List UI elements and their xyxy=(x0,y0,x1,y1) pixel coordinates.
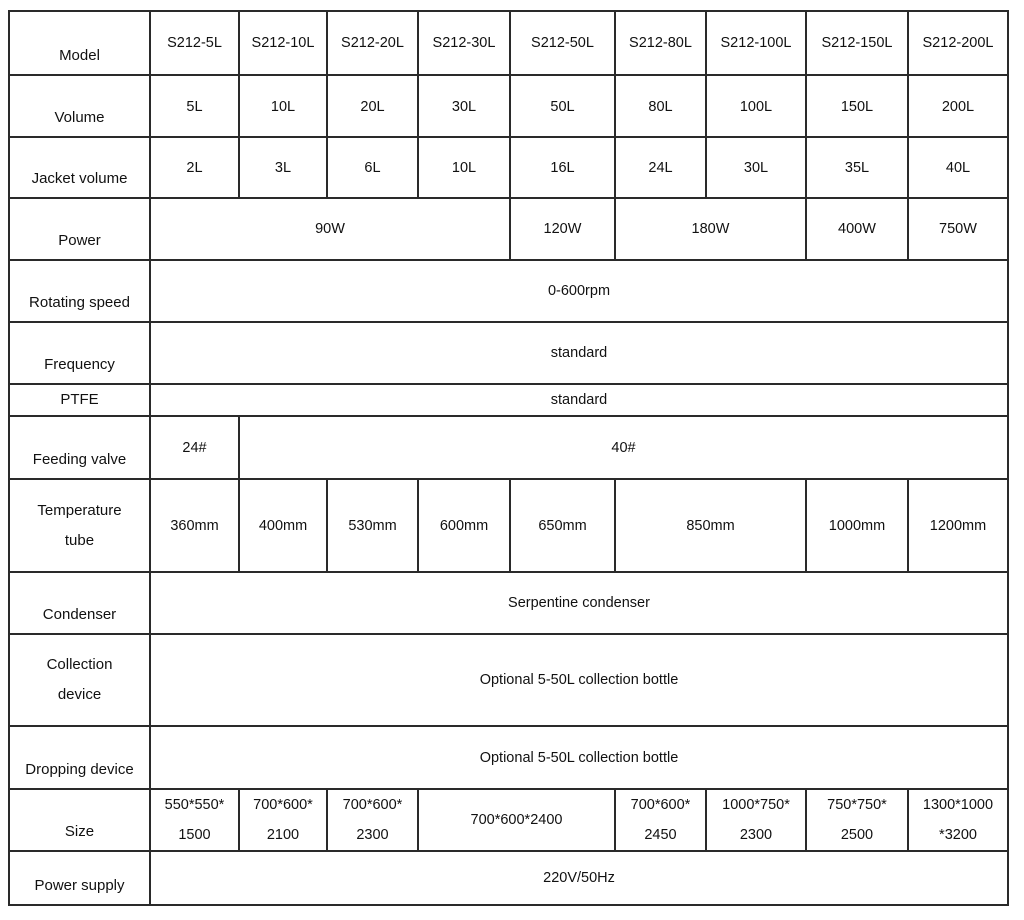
row-ptfe xyxy=(9,384,1008,416)
size-line: 1500 xyxy=(178,827,211,843)
size-line: 2100 xyxy=(266,827,300,843)
model-cell: S212-20L xyxy=(327,11,418,75)
jacket-volume-cell: 6L xyxy=(327,137,418,198)
size-line: 2300 xyxy=(739,827,773,843)
temperature-tube-cell: 850mm xyxy=(615,479,806,572)
volume-cell: 20L xyxy=(327,75,418,137)
row-jacket-volume xyxy=(9,137,1008,198)
feeding-valve-cell: 40# xyxy=(239,416,1008,479)
temperature-tube-cell: 360mm xyxy=(150,479,239,572)
row-dropping-device xyxy=(9,726,1008,789)
row-power-supply xyxy=(9,851,1008,905)
temperature-tube-cell: 400mm xyxy=(239,479,327,572)
row-collection-device xyxy=(9,634,1008,726)
model-cell: S212-150L xyxy=(806,11,908,75)
volume-cell: 30L xyxy=(418,75,510,137)
size-cell xyxy=(615,789,706,851)
jacket-volume-cell: 30L xyxy=(706,137,806,198)
row-label-power-supply: Power supply xyxy=(9,851,150,905)
condenser-value: Serpentine condenser xyxy=(150,572,1008,634)
rotating-speed-value: 0-600rpm xyxy=(150,260,1008,322)
row-volume xyxy=(9,75,1008,137)
row-label-line: Collection xyxy=(46,656,113,673)
power-cell: 180W xyxy=(615,198,806,260)
model-cell: S212-50L xyxy=(510,11,615,75)
jacket-volume-cell: 24L xyxy=(615,137,706,198)
volume-cell: 5L xyxy=(150,75,239,137)
size-cell xyxy=(150,789,239,851)
jacket-volume-cell: 35L xyxy=(806,137,908,198)
model-cell: S212-30L xyxy=(418,11,510,75)
temperature-tube-cell: 530mm xyxy=(327,479,418,572)
model-cell: S212-80L xyxy=(615,11,706,75)
size-line: 700*600* xyxy=(630,797,691,813)
row-label-dropping-device: Dropping device xyxy=(9,726,150,789)
row-label-feeding-valve: Feeding valve xyxy=(9,416,150,479)
power-supply-value: 220V/50Hz xyxy=(150,851,1008,905)
feeding-valve-cell: 24# xyxy=(150,416,239,479)
row-label-temperature-tube xyxy=(9,479,150,572)
size-cell xyxy=(908,789,1008,851)
row-condenser xyxy=(9,572,1008,634)
row-label-collection-device xyxy=(9,634,150,726)
row-model xyxy=(9,11,1008,75)
size-line: 1300*1000 xyxy=(922,797,994,813)
frequency-value: standard xyxy=(150,322,1008,384)
volume-cell: 150L xyxy=(806,75,908,137)
size-line: 2500 xyxy=(840,827,874,843)
jacket-volume-cell: 10L xyxy=(418,137,510,198)
volume-cell: 50L xyxy=(510,75,615,137)
row-label-rotating-speed: Rotating speed xyxy=(9,260,150,322)
row-label-frequency: Frequency xyxy=(9,322,150,384)
volume-cell: 100L xyxy=(706,75,806,137)
size-cell xyxy=(239,789,327,851)
row-label-line: device xyxy=(57,686,102,703)
size-cell xyxy=(806,789,908,851)
size-line: 1000*750* xyxy=(722,797,790,813)
row-power xyxy=(9,198,1008,260)
size-line: 700*600* xyxy=(253,797,313,813)
size-cell xyxy=(327,789,418,851)
jacket-volume-cell: 3L xyxy=(239,137,327,198)
size-cell: 700*600*2400 xyxy=(418,789,615,851)
model-cell: S212-100L xyxy=(706,11,806,75)
row-label-jacket-volume: Jacket volume xyxy=(9,137,150,198)
volume-cell: 80L xyxy=(615,75,706,137)
collection-device-value: Optional 5-50L collection bottle xyxy=(150,634,1008,726)
volume-cell: 200L xyxy=(908,75,1008,137)
temperature-tube-cell: 600mm xyxy=(418,479,510,572)
spec-table xyxy=(8,10,1009,906)
power-cell: 400W xyxy=(806,198,908,260)
dropping-device-value: Optional 5-50L collection bottle xyxy=(150,726,1008,789)
row-label-volume: Volume xyxy=(9,75,150,137)
row-frequency xyxy=(9,322,1008,384)
size-cell xyxy=(706,789,806,851)
ptfe-value: standard xyxy=(150,384,1008,416)
temperature-tube-cell: 1200mm xyxy=(908,479,1008,572)
jacket-volume-cell: 2L xyxy=(150,137,239,198)
temperature-tube-cell: 650mm xyxy=(510,479,615,572)
power-cell: 750W xyxy=(908,198,1008,260)
jacket-volume-cell: 40L xyxy=(908,137,1008,198)
model-cell: S212-5L xyxy=(150,11,239,75)
row-label-power: Power xyxy=(9,198,150,260)
size-line: 750*750* xyxy=(827,797,887,813)
row-label-size: Size xyxy=(9,789,150,851)
row-label-line: Temperature xyxy=(37,501,122,519)
row-label-line: tube xyxy=(64,531,95,549)
size-line: 2450 xyxy=(644,827,677,843)
row-size xyxy=(9,789,1008,851)
volume-cell: 10L xyxy=(239,75,327,137)
temperature-tube-cell: 1000mm xyxy=(806,479,908,572)
model-cell: S212-10L xyxy=(239,11,327,75)
row-temperature-tube xyxy=(9,479,1008,572)
size-line: *3200 xyxy=(939,827,977,843)
size-line: 550*550* xyxy=(164,797,225,813)
size-line: 2300 xyxy=(356,827,389,843)
row-label-ptfe: PTFE xyxy=(9,384,150,416)
row-label-model: Model xyxy=(9,11,150,75)
power-cell: 90W xyxy=(150,198,510,260)
row-feeding-valve xyxy=(9,416,1008,479)
jacket-volume-cell: 16L xyxy=(510,137,615,198)
size-line: 700*600* xyxy=(342,797,403,813)
power-cell: 120W xyxy=(510,198,615,260)
model-cell: S212-200L xyxy=(908,11,1008,75)
row-rotating-speed xyxy=(9,260,1008,322)
row-label-condenser: Condenser xyxy=(9,572,150,634)
